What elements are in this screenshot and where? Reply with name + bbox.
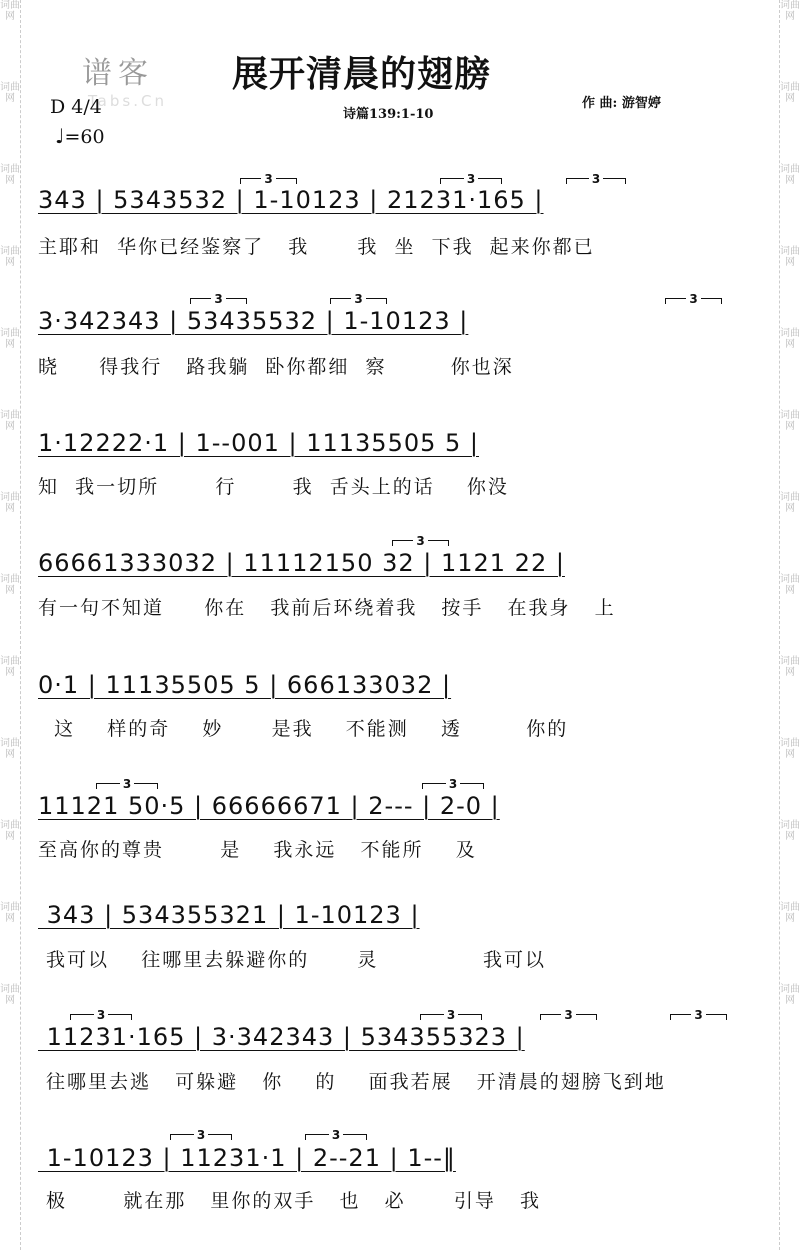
triplet-bracket: 3 (392, 540, 449, 546)
triplet-bracket: 3 (70, 1014, 132, 1020)
lyrics-line-1: 主耶和 华你已经鉴察了 我 我 坐 下我 起来你都已 (38, 236, 595, 258)
triplet-bracket: 3 (330, 298, 387, 304)
lyrics-line-2: 晓 得我行 路我躺 卧你都细 察 你也深 (38, 356, 514, 378)
side-watermark: 词曲网 (0, 82, 20, 104)
scripture-reference: 诗篇139:1-10 (343, 107, 434, 122)
right-margin-strip (779, 0, 800, 1250)
triplet-bracket: 3 (96, 783, 158, 789)
side-watermark: 词曲网 (780, 902, 800, 924)
side-watermark: 词曲网 (780, 984, 800, 1006)
triplet-bracket: 3 (420, 1014, 482, 1020)
side-watermark: 词曲网 (780, 82, 800, 104)
notation-line-1: 343 | 5343532 | 1-10123 | 21231·165 | (38, 186, 544, 214)
lyrics-line-3: 知 我一切所 行 我 舌头上的话 你没 (38, 476, 509, 498)
song-title: 展开清晨的翅膀 (232, 53, 492, 95)
key-signature: D 4/4 (50, 96, 102, 118)
side-watermark: 词曲网 (780, 656, 800, 678)
tempo-value: =60 (64, 126, 105, 148)
left-margin-strip (0, 0, 21, 1250)
side-watermark: 词曲网 (780, 164, 800, 186)
triplet-bracket: 3 (670, 1014, 727, 1020)
lyrics-line-8: 往哪里去逃 可躲避 你 的 面我若展 开清晨的翅膀飞到地 (38, 1071, 666, 1093)
side-watermark: 词曲网 (0, 410, 20, 432)
side-watermark: 词曲网 (0, 984, 20, 1006)
side-watermark: 词曲网 (780, 738, 800, 760)
triplet-bracket: 3 (566, 178, 626, 184)
triplet-bracket: 3 (540, 1014, 597, 1020)
notation-line-6: 11121 50·5 | 66666671 | 2--- | 2-0 | (38, 792, 500, 820)
composer-credit: 作 曲: 游智婷 (582, 96, 661, 111)
triplet-bracket: 3 (422, 783, 484, 789)
lyrics-line-6: 至高你的尊贵 是 我永远 不能所 及 (38, 839, 477, 861)
site-watermark: 谱客 (82, 56, 154, 91)
side-watermark: 词曲网 (0, 656, 20, 678)
tempo-marking (55, 124, 105, 148)
notation-line-8: 11231·165 | 3·342343 | 534355323 | (38, 1023, 525, 1051)
site-watermark-sub: Tabs.Cn (88, 92, 167, 110)
notation-line-2: 3·342343 | 53435532 | 1-10123 | (38, 307, 469, 335)
side-watermark: 词曲网 (0, 164, 20, 186)
notation-line-5: 0·1 | 11135505 5 | 666133032 | (38, 671, 452, 699)
side-watermark: 词曲网 (0, 574, 20, 596)
side-watermark: 词曲网 (0, 820, 20, 842)
notation-line-9: 1-10123 | 11231·1 | 2--21 | 1--‖ (38, 1144, 456, 1172)
side-watermark: 词曲网 (0, 0, 20, 22)
triplet-bracket: 3 (440, 178, 502, 184)
lyrics-line-4: 有一句不知道 你在 我前后环绕着我 按手 在我身 上 (38, 597, 616, 619)
side-watermark: 词曲网 (780, 0, 800, 22)
triplet-bracket: 3 (665, 298, 722, 304)
notation-line-7: 343 | 534355321 | 1-10123 | (38, 901, 420, 929)
side-watermark: 词曲网 (0, 328, 20, 350)
triplet-bracket: 3 (240, 178, 297, 184)
side-watermark: 词曲网 (780, 246, 800, 268)
side-watermark: 词曲网 (0, 246, 20, 268)
lyrics-line-7: 我可以 往哪里去躲避你的 灵 我可以 (38, 949, 546, 971)
side-watermark: 词曲网 (780, 574, 800, 596)
side-watermark: 词曲网 (0, 492, 20, 514)
side-watermark: 词曲网 (0, 738, 20, 760)
notation-line-4: 66661333032 | 11112150 32 | 1121 22 | (38, 549, 565, 577)
lyrics-line-9: 极 就在那 里你的双手 也 必 引导 我 (38, 1190, 542, 1212)
side-watermark: 词曲网 (780, 410, 800, 432)
side-watermark: 词曲网 (780, 328, 800, 350)
side-watermark: 词曲网 (780, 492, 800, 514)
quarter-note-icon: ♩ (55, 124, 65, 148)
triplet-bracket: 3 (190, 298, 247, 304)
notation-line-3: 1·12222·1 | 1--001 | 11135505 5 | (38, 429, 479, 457)
side-watermark: 词曲网 (0, 902, 20, 924)
triplet-bracket: 3 (170, 1134, 232, 1140)
triplet-bracket: 3 (305, 1134, 367, 1140)
lyrics-line-5: 这 样的奇 妙 是我 不能测 透 你的 (38, 718, 569, 740)
side-watermark: 词曲网 (780, 820, 800, 842)
